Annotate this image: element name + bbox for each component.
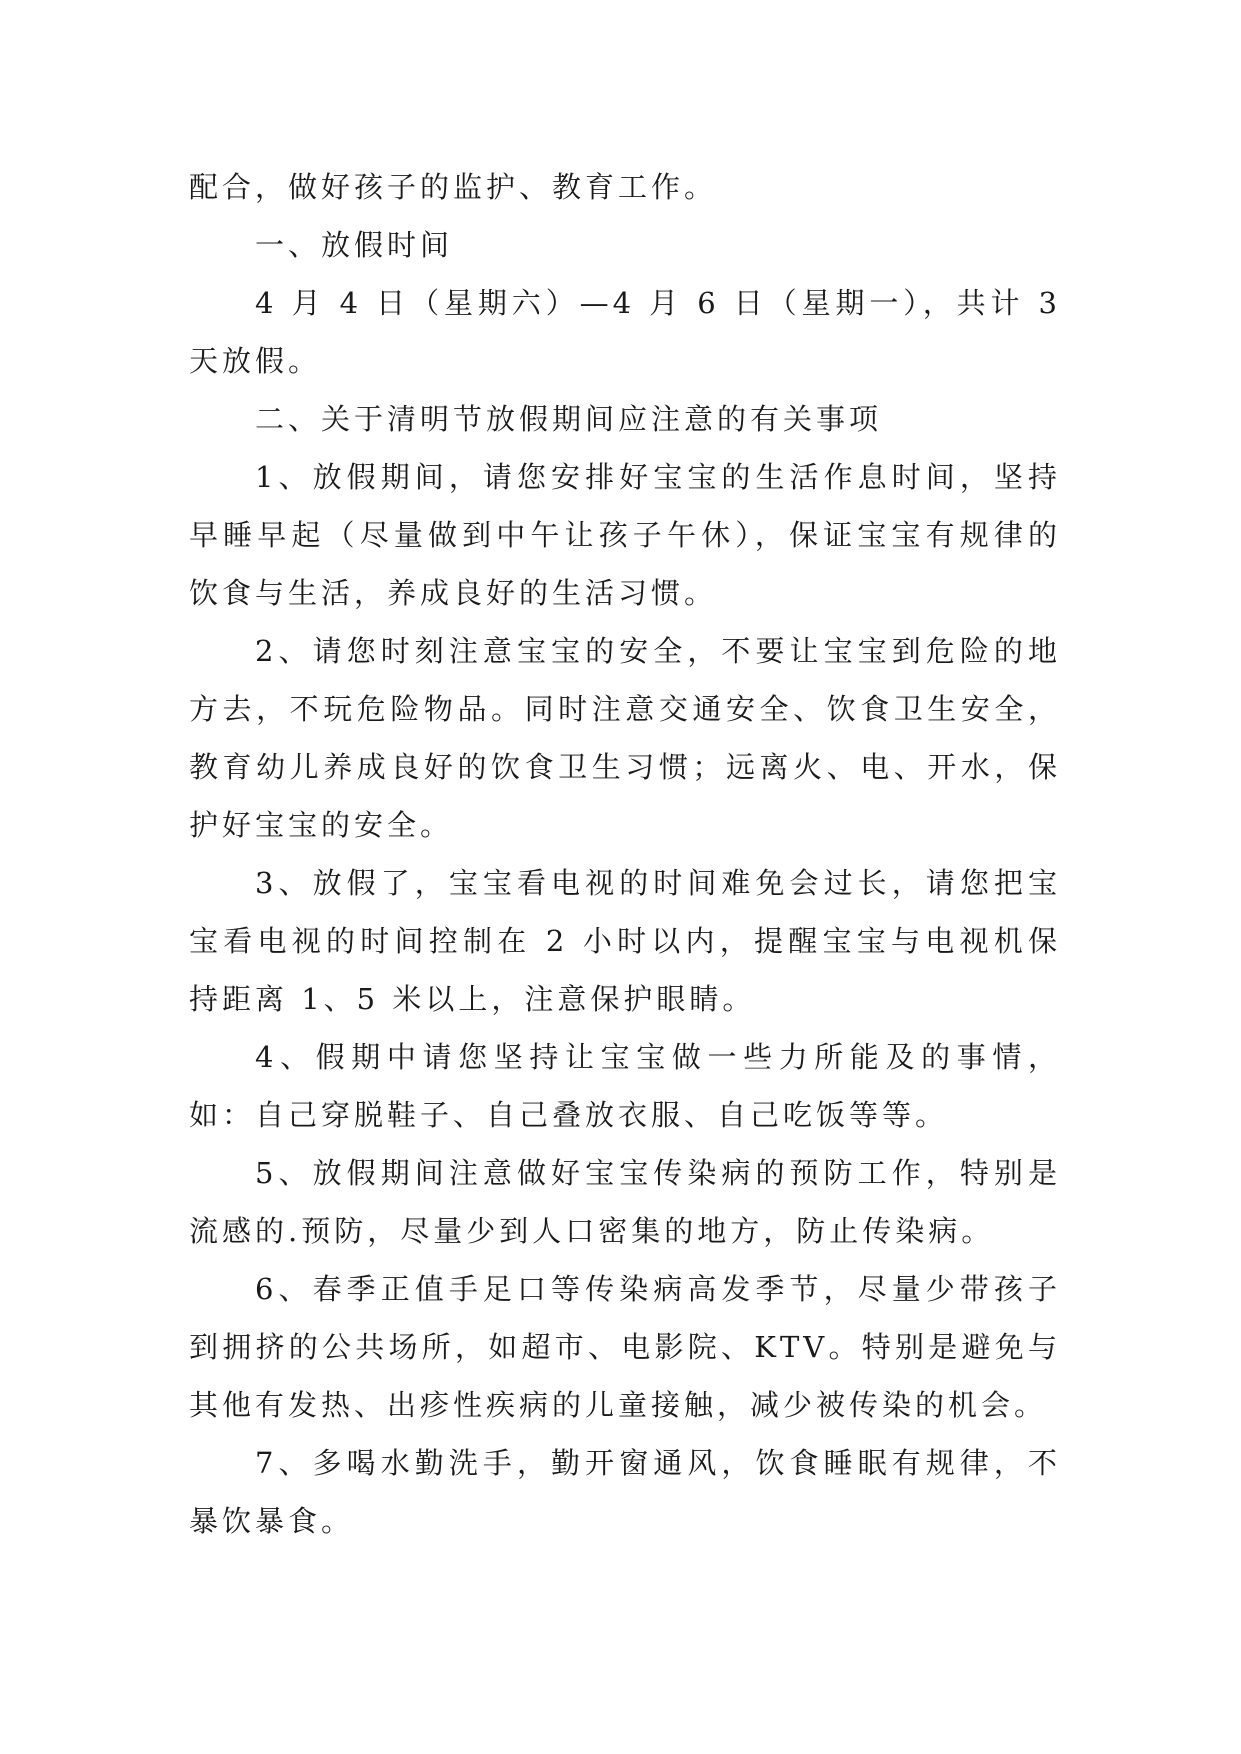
paragraph-holiday-dates: 4 月 4 日（星期六）—4 月 6 日（星期一），共计 3 天放假。 [189, 286, 1061, 378]
list-item-4: 4、假期中请您坚持让宝宝做一些力所能及的事情，如：自己穿脱鞋子、自己叠放衣服、自己吃饭等等。 [189, 1040, 1061, 1132]
list-item-1: 1、放假期间，请您安排好宝宝的生活作息时间，坚持早睡早起（尽量做到中午让孩子午休），保证宝宝有规律的饮食与生活，养成良好的生活习惯。 [189, 460, 1061, 610]
list-item-3: 3、放假了，宝宝看电视的时间难免会过长，请您把宝宝看电视的时间控制在 2 小时以内，提醒宝宝与电视机保持距离 1、5 米以上，注意保护眼睛。 [189, 866, 1061, 1016]
list-item-6: 6、春季正值手足口等传染病高发季节，尽量少带孩子到拥挤的公共场所，如超市、电影院、KTV。特别是避免与其他有发热、出疹性疾病的儿童接触，减少被传染的机会。 [189, 1272, 1061, 1422]
heading-holiday-time: 一、放假时间 [255, 228, 454, 262]
paragraph-intro-continuation: 配合，做好孩子的监护、教育工作。 [189, 170, 718, 204]
document-body [189, 158, 1061, 1550]
list-item-7: 7、多喝水勤洗手，勤开窗通风，饮食睡眠有规律，不暴饮暴食。 [189, 1446, 1061, 1538]
list-item-5: 5、放假期间注意做好宝宝传染病的预防工作，特别是流感的.预防，尽量少到人口密集的地方，防止传染病。 [189, 1156, 1061, 1248]
heading-notes: 二、关于清明节放假期间应注意的有关事项 [255, 402, 883, 436]
list-item-2: 2、请您时刻注意宝宝的安全，不要让宝宝到危险的地方去，不玩危险物品。同时注意交通安全、饮食卫生安全，教育幼儿养成良好的饮食卫生习惯；远离火、电、开水，保护好宝宝的安全。 [189, 634, 1061, 842]
